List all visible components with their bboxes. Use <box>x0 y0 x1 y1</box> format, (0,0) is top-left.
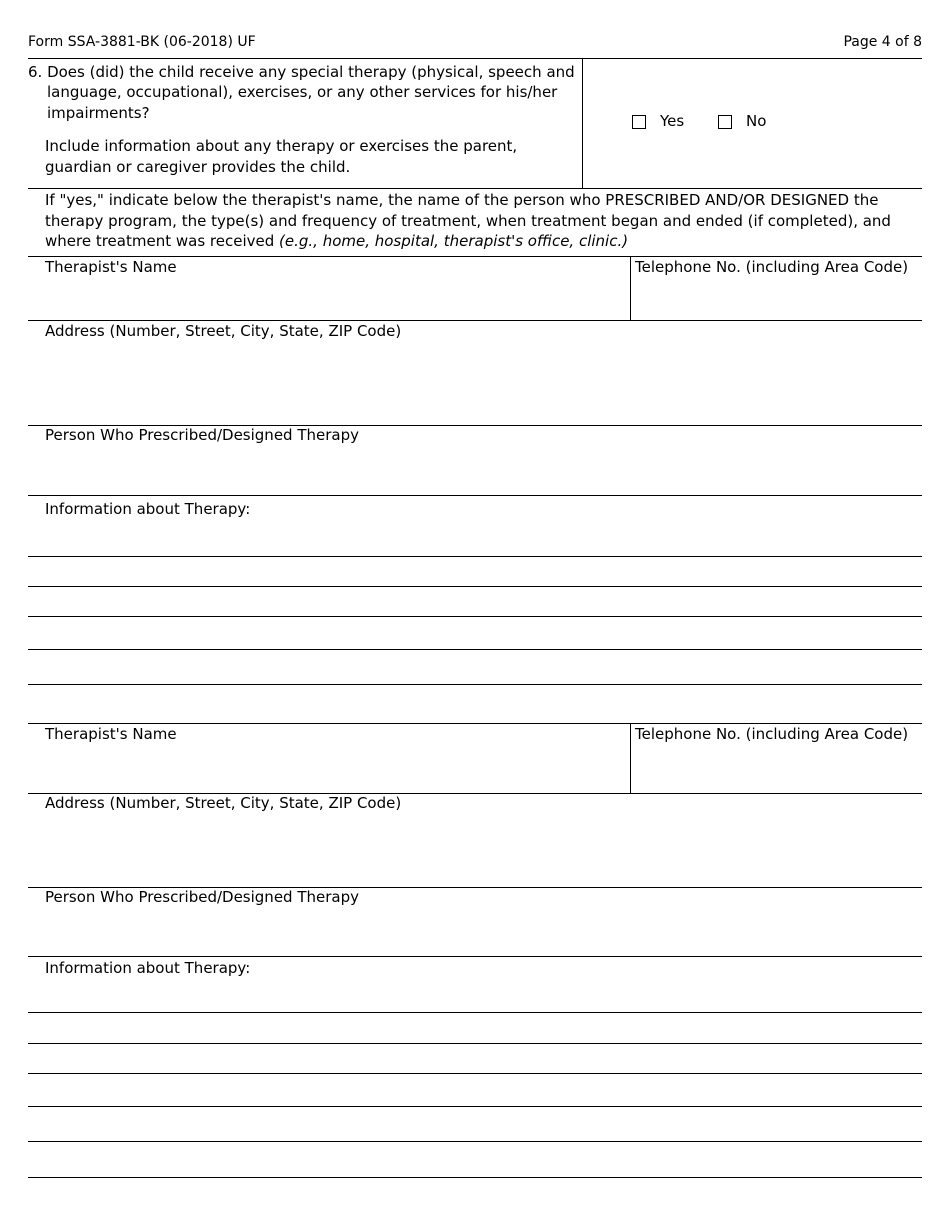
block2-info-divider <box>28 956 922 957</box>
header-divider <box>28 58 922 59</box>
block1-info-line-1[interactable] <box>28 556 922 557</box>
block1-name-phone-divider <box>630 256 631 320</box>
instructions-line-2: therapy program, the type(s) and frequency of treatment, when treatment began and ended (if completed), and <box>45 212 891 230</box>
block2-info-line-1[interactable] <box>28 1012 922 1013</box>
block2-prescriber-label: Person Who Prescribed/Designed Therapy <box>45 888 359 906</box>
block2-telephone-input[interactable] <box>636 750 920 788</box>
yes-checkbox[interactable] <box>632 115 646 129</box>
question-divider <box>582 58 583 188</box>
yes-label: Yes <box>660 112 685 130</box>
block1-telephone-input[interactable] <box>636 282 920 314</box>
instructions-line-3 <box>45 231 628 251</box>
block2-prescriber-input[interactable] <box>45 912 919 952</box>
block2-telephone-label: Telephone No. (including Area Code) <box>635 725 909 743</box>
block1-address-input[interactable] <box>45 346 919 418</box>
block2-info-line-2[interactable] <box>28 1043 922 1044</box>
block2-name-phone-divider <box>630 723 631 793</box>
instructions-line-1: If "yes," indicate below the therapist's name, the name of the person who PRESCRIBED AND/OR DESIGNED the <box>45 191 879 209</box>
instructions-line-3-plain: where treatment was received <box>45 232 280 250</box>
question-6-line-3: impairments? <box>47 104 150 122</box>
block1-info-label: Information about Therapy: <box>45 500 251 518</box>
question-6-line-2: language, occupational), exercises, or any other services for his/her <box>47 83 558 101</box>
question-bottom-divider <box>28 188 922 189</box>
form-id: Form SSA-3881-BK (06-2018) UF <box>28 34 256 50</box>
block1-prescriber-input[interactable] <box>45 450 919 490</box>
question-6-note-line-2: guardian or caregiver provides the child. <box>45 158 351 176</box>
instructions-line-3-examples: (e.g., home, hospital, therapist's office, clinic.) <box>279 232 629 250</box>
block1-therapist-name-label: Therapist's Name <box>45 258 177 276</box>
block2-therapist-name-input[interactable] <box>45 750 624 788</box>
no-checkbox[interactable] <box>718 115 732 129</box>
block2-info-line-4[interactable] <box>28 1106 922 1107</box>
block2-info-line-5[interactable] <box>28 1141 922 1142</box>
question-6-note-line-1: Include information about any therapy or exercises the parent, <box>45 137 518 155</box>
no-label: No <box>746 112 767 130</box>
block1-info-line-3[interactable] <box>28 616 922 617</box>
block2-info-line-6[interactable] <box>28 1177 922 1178</box>
block1-info-divider <box>28 495 922 496</box>
block1-therapist-name-input[interactable] <box>45 282 624 314</box>
block1-telephone-label: Telephone No. (including Area Code) <box>635 258 909 276</box>
block1-prescriber-label: Person Who Prescribed/Designed Therapy <box>45 426 359 444</box>
block2-info-label: Information about Therapy: <box>45 959 251 977</box>
block1-address-label: Address (Number, Street, City, State, ZIP Code) <box>45 322 402 340</box>
question-6-line-1: 6. Does (did) the child receive any special therapy (physical, speech and <box>28 63 575 81</box>
block1-info-line-4[interactable] <box>28 649 922 650</box>
block2-info-line-3[interactable] <box>28 1073 922 1074</box>
block1-info-line-5[interactable] <box>28 684 922 685</box>
block2-therapist-name-label: Therapist's Name <box>45 725 177 743</box>
page-number: Page 4 of 8 <box>843 34 922 50</box>
block2-address-label: Address (Number, Street, City, State, ZIP Code) <box>45 794 402 812</box>
block1-info-line-2[interactable] <box>28 586 922 587</box>
block2-address-input[interactable] <box>45 818 919 882</box>
